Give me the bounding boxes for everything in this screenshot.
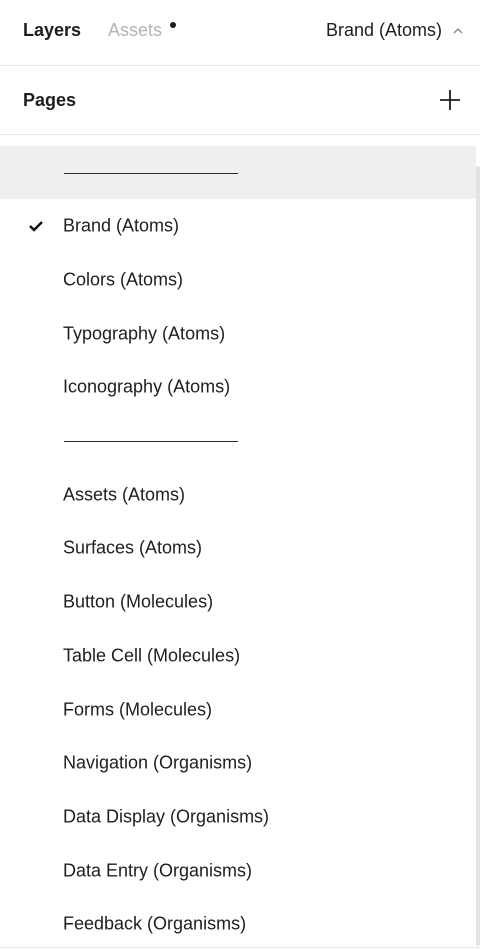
page-item[interactable]	[0, 253, 476, 306]
tab-assets[interactable]: Assets	[108, 20, 163, 40]
page-item[interactable]	[0, 683, 476, 736]
assets-notification-dot	[170, 22, 176, 28]
page-item[interactable]	[0, 522, 476, 575]
tab-layers[interactable]: Layers	[23, 20, 82, 40]
page-separator[interactable]	[0, 146, 476, 199]
page-item-label: Table Cell (Molecules)	[63, 645, 241, 666]
page-item-label: Iconography (Atoms)	[63, 376, 231, 397]
page-item-label: Button (Molecules)	[63, 591, 214, 612]
separator-line	[64, 173, 238, 174]
page-item[interactable]	[0, 844, 476, 897]
panel-bottom-border	[0, 947, 480, 948]
pages-section-header	[0, 67, 480, 135]
page-item-label: Data Entry (Organisms)	[63, 860, 253, 881]
page-item[interactable]	[0, 576, 476, 629]
panel-header	[0, 0, 480, 66]
checkmark-icon	[28, 219, 44, 233]
page-item-label: Assets (Atoms)	[63, 484, 186, 505]
separator-line	[64, 441, 238, 442]
page-item[interactable]	[0, 307, 476, 360]
page-item[interactable]	[0, 790, 476, 843]
page-list	[0, 146, 480, 950]
page-item[interactable]	[0, 737, 476, 790]
page-item-label: Navigation (Organisms)	[63, 752, 253, 773]
page-item-label: Forms (Molecules)	[63, 699, 213, 719]
page-separator[interactable]	[0, 415, 476, 468]
plus-icon[interactable]	[436, 86, 464, 114]
page-item[interactable]	[0, 898, 476, 950]
chevron-up-icon	[452, 25, 464, 37]
page-item-label: Surfaces (Atoms)	[63, 537, 203, 558]
current-page-label: Brand (Atoms)	[325, 20, 442, 40]
page-item-label: Brand (Atoms)	[63, 215, 180, 236]
page-item-label: Typography (Atoms)	[63, 323, 226, 344]
page-item[interactable]	[0, 200, 476, 253]
page-item-label: Data Display (Organisms)	[63, 806, 270, 827]
scrollbar-thumb[interactable]	[476, 166, 480, 946]
page-item-label: Colors (Atoms)	[63, 269, 184, 290]
current-page-dropdown[interactable]	[326, 20, 464, 41]
page-item[interactable]	[0, 361, 476, 414]
page-item[interactable]	[0, 629, 476, 682]
pages-title: Pages	[23, 90, 77, 110]
page-item-label: Feedback (Organisms)	[63, 913, 247, 934]
page-item[interactable]	[0, 468, 476, 521]
